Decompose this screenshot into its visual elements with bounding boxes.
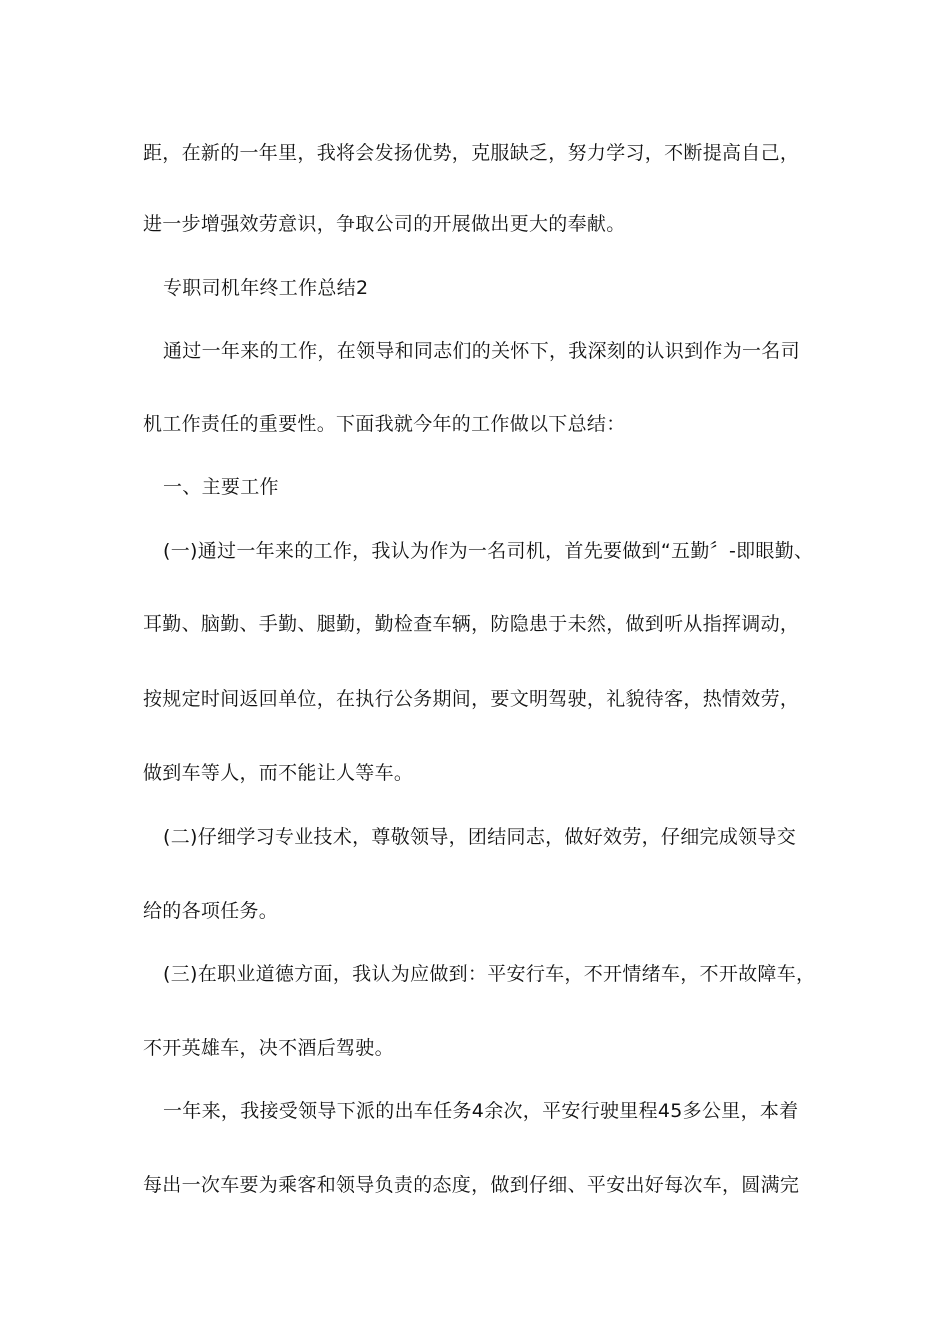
text-line: (二)仔细学习专业技术，尊敬领导，团结同志，做好效劳，仔细完成领导交 bbox=[163, 826, 797, 848]
text-line: 给的各项任务。 bbox=[143, 900, 279, 922]
text-line: 进一步增强效劳意识，争取公司的开展做出更大的奉献。 bbox=[143, 213, 626, 235]
text-line: 按规定时间返回单位，在执行公务期间，要文明驾驶，礼貌待客，热情效劳， bbox=[143, 688, 800, 710]
text-line: 机工作责任的重要性。下面我就今年的工作做以下总结： bbox=[143, 413, 626, 435]
text-line: 耳勤、脑勤、手勤、腿勤，勤检查车辆，防隐患于未然，做到听从指挥调动， bbox=[143, 613, 800, 635]
text-line: (一)通过一年来的工作，我认为作为一名司机，首先要做到“五勤〞-即眼勤、 bbox=[163, 540, 814, 562]
text-line: 做到车等人，而不能让人等车。 bbox=[143, 762, 414, 784]
text-line: 一年来，我接受领导下派的出车任务4余次，平安行驶里程45多公里，本着 bbox=[163, 1100, 799, 1122]
text-line: 每出一次车要为乘客和领导负责的态度，做到仔细、平安出好每次车，圆满完 bbox=[143, 1174, 800, 1196]
text-line: 不开英雄车，决不酒后驾驶。 bbox=[143, 1037, 394, 1059]
text-line: 通过一年来的工作，在领导和同志们的关怀下，我深刻的认识到作为一名司 bbox=[163, 340, 800, 362]
text-line: 距，在新的一年里，我将会发扬优势，克服缺乏，努力学习，不断提高自己， bbox=[143, 142, 800, 164]
section-title: 专职司机年终工作总结2 bbox=[163, 277, 369, 299]
text-line: (三)在职业道德方面，我认为应做到：平安行车，不开情绪车，不开故障车， bbox=[163, 963, 816, 985]
heading-main-work: 一、主要工作 bbox=[163, 476, 279, 498]
